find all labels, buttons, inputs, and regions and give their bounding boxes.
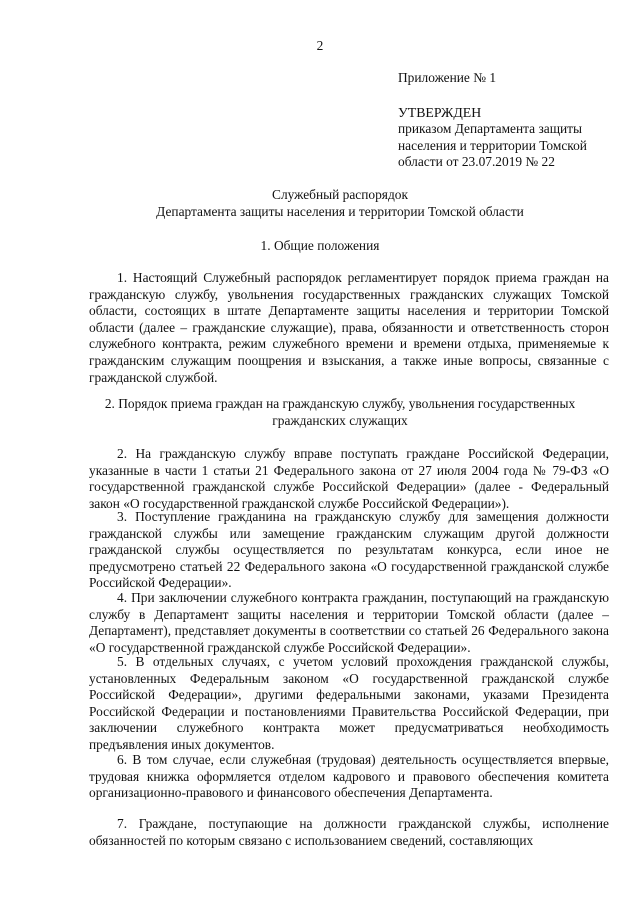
paragraph-5: 5. В отдельных случаях, с учетом условий прохождения гражданской службы, установленных Федеральным законом «О государственной гражданской службе Российской Федерации», другими федеральными законами, указами Президента Российской Федерации и постановлениями Правительства Российской Федерации, при заключении служебного контракта может предусматриваться необходимость предъявления иных документов. (89, 654, 609, 752)
section-heading-general: 1. Общие положения (260, 238, 380, 253)
title-line: Департамента защиты населения и территории Томской области (156, 203, 524, 219)
approved-by-line: населения и территории Томской (398, 137, 587, 153)
approval-block (398, 70, 628, 171)
approved-by-line: области от 23.07.2019 № 22 (398, 154, 555, 170)
approved-label: УТВЕРЖДЕН (398, 104, 482, 120)
paragraph-7: 7. Граждане, поступающие на должности гражданской службы, исполнение обязанностей по которым связано с использованием сведений, составляющих (89, 816, 609, 848)
paragraph-2: 2. На гражданскую службу вправе поступать граждане Российской Федерации, указанные в части 1 статьи 21 Федерального закона от 27 июля 2004 года № 79-ФЗ «О государственной гражданской службе Российской Федерации» (далее - Федеральный закон «О государственной гражданской службе Российской Федерации»). (89, 446, 609, 511)
section-heading-admission (90, 396, 590, 429)
page-number: 2 (316, 38, 324, 53)
title-line: Служебный распорядок (272, 187, 408, 202)
approved-by-line: приказом Департамента защиты (398, 121, 583, 137)
paragraph-1: 1. Настоящий Служебный распорядок регламентирует порядок приема граждан на гражданскую службу, увольнения государственных гражданских служащих Томской области, состоящих в штате Департаменте защиты населения и территории Томской области (далее – гражданские служащие), права, обязанности и ответственность сторон служебного контракта, режим служебного времени и времени отдыха, применяемые к гражданским служащим поощрения и взыскания, а также иные вопросы, связанные с гражданской службой. (89, 270, 609, 385)
document-title (80, 187, 600, 220)
paragraph-4: 4. При заключении служебного контракта гражданин, поступающий на гражданскую службу в Департамент защиты населения и территории Томской области (далее – Департамент), представляет документы в соответствии со статьей 26 Федерального закона «О государственной гражданской службе Российской Федерации». (89, 590, 609, 655)
appendix-label: Приложение № 1 (398, 70, 497, 85)
section-heading-line: 2. Порядок приема граждан на гражданскую службу, увольнения государственных (104, 396, 576, 411)
section-heading-line: гражданских служащих (272, 412, 408, 428)
paragraph-3: 3. Поступление гражданина на гражданскую службу для замещения должности гражданской службы или замещение гражданским служащим другой должности гражданской службы осуществляется по результатам конкурса, если иное не предусмотрено статьей 22 Федерального закона «О государственной гражданской службе Российской Федерации». (89, 509, 609, 591)
paragraph-6: 6. В том случае, если служебная (трудовая) деятельность осуществляется впервые, трудовая книжка оформляется отделом кадрового и правового обеспечения комитета организационно-правового и финансового обеспечения Департамента. (89, 752, 609, 801)
